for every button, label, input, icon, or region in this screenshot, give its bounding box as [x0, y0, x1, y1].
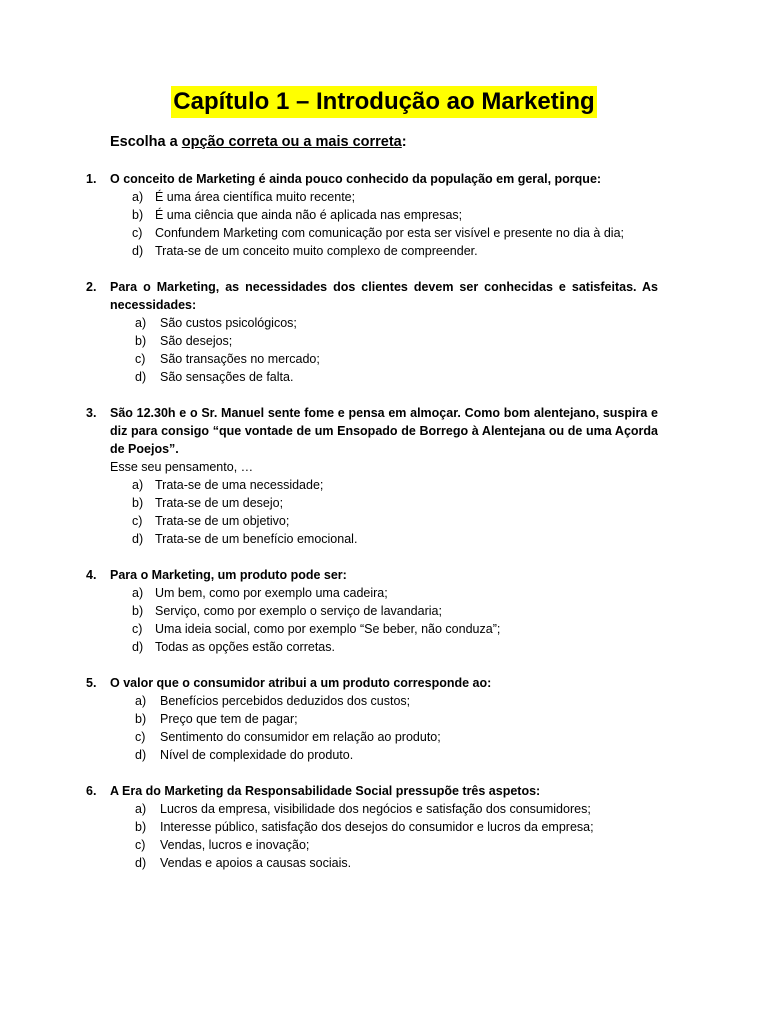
question-1 [0, 170, 768, 260]
option-label: c) [132, 514, 143, 528]
option-label: c) [135, 730, 146, 744]
option-label: c) [135, 838, 146, 852]
question-text: O conceito de Marketing é ainda pouco conhecido da população em geral, porque: [110, 172, 602, 186]
option-text: Nível de complexidade do produto. [160, 748, 354, 762]
question-text: Para o Marketing, um produto pode ser: [110, 568, 347, 582]
option-text: São transações no mercado; [160, 352, 320, 366]
title-container [0, 86, 768, 118]
instruction [110, 132, 407, 152]
option-c [0, 728, 658, 746]
option-label: d) [132, 640, 144, 654]
option-label: c) [132, 226, 143, 240]
option-label: c) [132, 622, 143, 636]
question-4 [0, 566, 768, 656]
option-c [0, 620, 658, 638]
option-text: Confundem Marketing com comunicação por esta ser visível e presente no dia à dia; [155, 226, 624, 240]
option-text: Trata-se de um benefício emocional. [155, 532, 358, 546]
option-c [0, 350, 658, 368]
option-a [0, 584, 658, 602]
option-list [0, 476, 768, 548]
option-text: Benefícios percebidos deduzidos dos custos; [160, 694, 411, 708]
option-label: b) [132, 604, 144, 618]
option-text: Interesse público, satisfação dos desejos do consumidor e lucros da empresa; [160, 820, 594, 834]
option-label: c) [135, 352, 146, 366]
question-list [0, 170, 768, 890]
option-list [0, 584, 768, 656]
option-text: Trata-se de um objetivo; [155, 514, 290, 528]
option-text: É uma área científica muito recente; [155, 190, 356, 204]
option-label: d) [135, 748, 147, 762]
option-label: d) [135, 370, 147, 384]
question-number: 1. [86, 172, 97, 186]
option-d [0, 638, 658, 656]
option-label: b) [132, 208, 144, 222]
option-b [0, 206, 658, 224]
option-b [0, 602, 658, 620]
option-a [0, 692, 658, 710]
option-text: Serviço, como por exemplo o serviço de lavandaria; [155, 604, 442, 618]
option-label: a) [132, 190, 144, 204]
option-b [0, 332, 658, 350]
option-label: a) [135, 694, 147, 708]
question-text: A Era do Marketing da Responsabilidade Social pressupõe três aspetos: [110, 784, 541, 798]
option-c [0, 836, 658, 854]
option-list [0, 692, 768, 764]
option-d [0, 746, 658, 764]
question-text: O valor que o consumidor atribui a um produto corresponde ao: [110, 676, 492, 690]
option-label: a) [135, 802, 147, 816]
option-a [0, 800, 658, 818]
option-label: d) [132, 532, 144, 546]
question-number: 2. [86, 280, 97, 294]
option-a [0, 188, 658, 206]
option-b [0, 494, 658, 512]
option-text: É uma ciência que ainda não é aplicada nas empresas; [155, 208, 463, 222]
option-label: a) [132, 478, 144, 492]
option-text: Vendas e apoios a causas sociais. [160, 856, 352, 870]
question-text: São 12.30h e o Sr. Manuel sente fome e pensa em almoçar. Como bom alentejano, suspira e diz para consigo “que vontade de um Ensopado de Borrego à Alentejana ou de uma Açorda de Poejos”. [110, 406, 658, 456]
option-label: a) [132, 586, 144, 600]
question-extra-text: Esse seu pensamento, … [110, 460, 254, 474]
instruction-suffix: : [401, 134, 407, 150]
option-text: Uma ideia social, como por exemplo “Se beber, não conduza”; [155, 622, 501, 636]
option-text: São custos psicológicos; [160, 316, 297, 330]
option-list [0, 800, 768, 872]
option-a [0, 314, 658, 332]
option-text: Trata-se de uma necessidade; [155, 478, 324, 492]
option-label: a) [135, 316, 147, 330]
question-number: 4. [86, 568, 97, 582]
option-label: b) [135, 334, 147, 348]
option-list [0, 188, 768, 260]
option-text: Trata-se de um desejo; [155, 496, 284, 510]
question-number: 3. [86, 406, 97, 420]
option-label: b) [135, 712, 147, 726]
option-d [0, 368, 658, 386]
option-label: d) [132, 244, 144, 258]
option-label: d) [135, 856, 147, 870]
instruction-prefix: Escolha a [110, 134, 182, 150]
question-2 [0, 278, 768, 386]
question-number: 5. [86, 676, 97, 690]
question-text: Para o Marketing, as necessidades dos clientes devem ser conhecidas e satisfeitas. As necessidades: [110, 280, 658, 312]
option-text: Sentimento do consumidor em relação ao produto; [160, 730, 441, 744]
option-b [0, 710, 658, 728]
option-text: Um bem, como por exemplo uma cadeira; [155, 586, 388, 600]
option-text: Preço que tem de pagar; [160, 712, 298, 726]
option-text: Todas as opções estão corretas. [155, 640, 335, 654]
option-d [0, 854, 658, 872]
option-text: Vendas, lucros e inovação; [160, 838, 310, 852]
option-d [0, 242, 658, 260]
option-b [0, 818, 658, 836]
option-c [0, 512, 658, 530]
option-label: b) [135, 820, 147, 834]
option-text: São sensações de falta. [160, 370, 294, 384]
instruction-underlined: opção correta ou a mais correta [181, 134, 402, 150]
chapter-title: Capítulo 1 – Introdução ao Marketing [171, 86, 596, 118]
option-label: b) [132, 496, 144, 510]
option-d [0, 530, 658, 548]
option-text: Lucros da empresa, visibilidade dos negócios e satisfação dos consumidores; [160, 802, 591, 816]
option-text: Trata-se de um conceito muito complexo de compreender. [155, 244, 478, 258]
option-c [0, 224, 658, 242]
question-5 [0, 674, 768, 764]
question-6 [0, 782, 768, 872]
option-list [0, 314, 768, 386]
option-text: São desejos; [160, 334, 233, 348]
question-3 [0, 404, 768, 548]
option-a [0, 476, 658, 494]
question-number: 6. [86, 784, 97, 798]
